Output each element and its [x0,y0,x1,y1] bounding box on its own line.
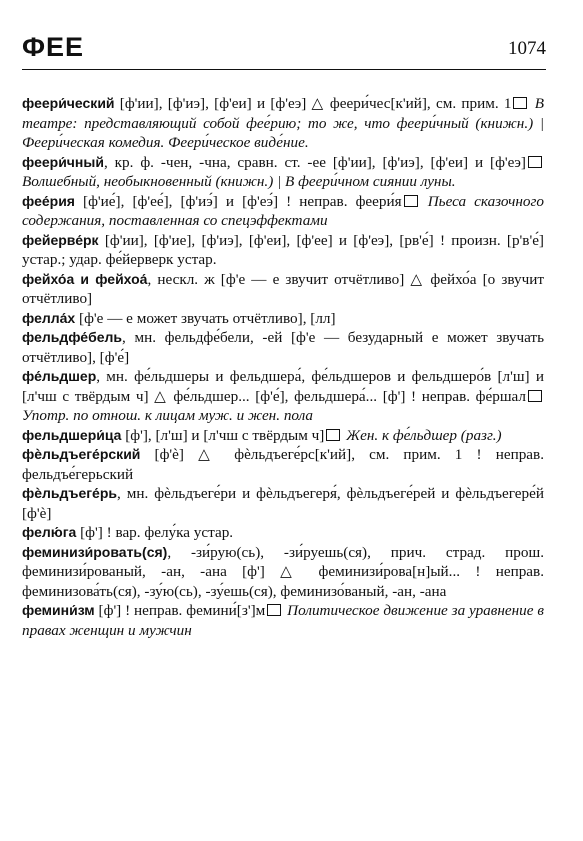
entry-headword: фейерве́рк [22,231,99,248]
entry-headword: феери́ческий [22,95,115,111]
entry-notes: [ф'], [л'ш] и [л'чш с твёрдым ч] [121,426,325,444]
entry-notes: [ф'ии], [ф'иэ], [ф'еи] и [ф'еэ] △ феери́чес[к'ий], см. прим. 1 [114,95,512,112]
entry-notes: , мн. фе́льдшеры и фельдшера́, фе́льдшеров и фельдшеро́в [л'ш] и [л'чш с твёрдым ч] △ фе́льдшер... [ф'е́], фельдшера́... [ф'] ! неправ. фе́ршал [22,368,544,405]
entry-headword: фельдфе́бель [22,329,123,345]
entry-notes: , мн. фѐльдъеге́ри и фѐльдъегеря́, фѐльдъеге́рей и фѐльдъегере́й [ф'è] [22,485,544,522]
dictionary-entry [22,601,544,640]
dictionary-entry [22,484,544,523]
dictionary-entry [22,94,544,153]
dictionary-entry [22,523,544,543]
entry-notes: , мн. фельдфе́бели, -ей [ф'е — безударный е может звучать отчётливо], [ф'е́] [22,329,544,366]
entry-definition: Жен. к фе́льдшер (разг.) [342,426,502,444]
definition-marker-icon [513,97,527,109]
running-head-word: ФЕЕ [22,32,85,62]
page-number: 1074 [508,38,546,59]
entry-notes: [ф'ии], [ф'ие], [ф'иэ], [ф'еи], [ф'ее] и [ф'еэ], [рв'е́] ! произн. [р'в'е́] устар.; удар. фе́йерверк устар. [22,231,544,268]
entry-headword: фелла́х [22,309,76,326]
definition-marker-icon [528,390,542,402]
definition-marker-icon [404,195,418,207]
entry-headword: феминизи́ровать(ся) [22,543,168,560]
entry-headword: фейхо́а и фейхоа́ [22,270,148,287]
definition-marker-icon [326,429,340,441]
entry-notes: [ф'] ! неправ. фемини́[з']м [94,602,266,619]
entry-notes: , нескл. ж [ф'е — е звучит отчётливо] △ фейхо́а [о звучит отчётливо] [22,270,544,307]
dictionary-entry [22,426,544,446]
entry-notes: [ф'ие́], [ф'ее́], [ф'иэ́] и [ф'еэ́] ! неправ. феери́я [74,192,402,210]
entry-headword: феери́чный [22,153,104,170]
entry-definition: Пьеса сказочного содержания, поставленная со спецэффектами [22,192,544,229]
dictionary-entry [22,445,544,484]
entry-headword: фе́льдшер [22,368,97,384]
dictionary-entry [22,367,544,426]
dictionary-entry [22,328,544,367]
entry-notes: , -зи́рую(сь), -зи́руешь(ся), прич. страд. прош. феминизи́рованый, -ан, -ана [ф'] △ феминизи́рова[н]ый... ! неправ. феминизова́ть(ся), -зу́ю(сь), -зу́ешь(ся), феминизо́ваный, -ан, -ана [22,543,544,600]
dictionary-entry [22,309,544,329]
entry-headword: фее́рия [22,192,75,209]
header-rule [22,69,546,70]
entry-definition: Употр. по отнош. к лицам муж. и жен. пола [22,407,314,424]
definition-marker-icon [267,604,281,616]
dictionary-entry [22,270,544,309]
dictionary-entry [22,231,544,270]
entry-headword: фѐльдъеге́рь [22,485,118,501]
entry-notes: , кр. ф. -чен, -чна, сравн. ст. -ее [ф'ии], [ф'иэ], [ф'еи] и [ф'еэ] [103,153,526,171]
dictionary-entry [22,153,544,192]
entry-notes: [ф'] ! вар. фелу́ка устар. [76,524,234,541]
entry-headword: фѐльдъеге́рский [22,446,141,462]
entry-headword: фельдшери́ца [22,426,122,443]
entry-headword: фемини́зм [22,602,95,618]
dictionary-entry [22,543,544,602]
entry-headword: фелю́га [22,524,77,540]
dictionary-entries [22,94,544,640]
dictionary-entry [22,192,544,231]
entry-notes: [ф'è] △ фѐльдъеге́рс[к'ий], см. прим. 1 ! неправ. фельдъе́герьский [22,446,544,483]
entry-notes: [ф'е — е может звучать отчётливо], [лл] [75,309,336,327]
entry-definition: Волшебный, необыкновенный (книжн.) | В феери́чном сиянии луны. [22,173,456,190]
running-header [22,30,546,70]
entry-definition: В театре: представляющий собой фее́рию; то же, что феери́чный (книжн.) | Феери́ческая комедия. Феери́ческое виде́ние. [22,95,544,151]
definition-marker-icon [528,156,542,168]
entry-definition: Политическое движение за уравнение в правах женщин и мужчин [22,602,544,639]
